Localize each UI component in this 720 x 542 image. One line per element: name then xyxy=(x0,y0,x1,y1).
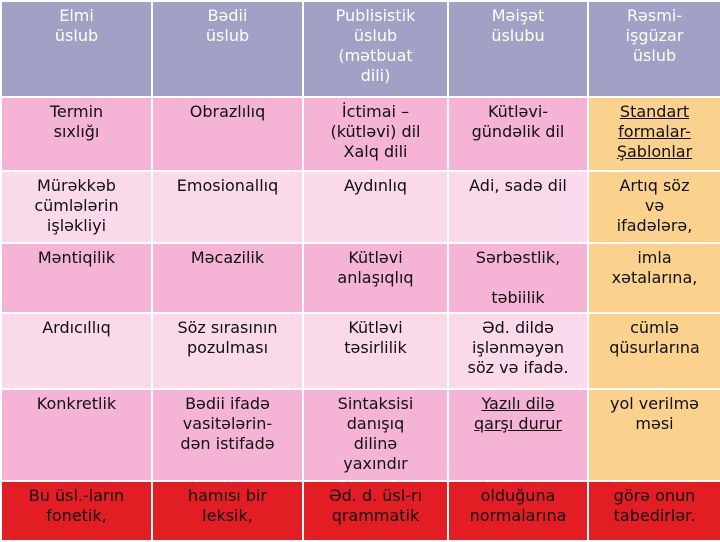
table-cell: Sintaksisi danışıq dilinə yaxındır xyxy=(303,389,448,481)
table-cell: Mürəkkəb cümlələrin işləkliyi xyxy=(1,171,152,243)
table-cell: Kütləvi təsirlilik xyxy=(303,313,448,389)
table-cell: Termin sıxlığı xyxy=(1,97,152,171)
header-cell: Rəsmi- işgüzar üslub xyxy=(588,1,720,97)
table-cell: Emosionallıq xyxy=(152,171,303,243)
table-cell: cümlə qüsurlarına xyxy=(588,313,720,389)
table-row xyxy=(1,481,720,541)
table-cell: Əd. dildə işlənməyən söz və ifadə. xyxy=(448,313,588,389)
table-cell: Kütləvi- gündəlik dil xyxy=(448,97,588,171)
table-cell: Konkretlik xyxy=(1,389,152,481)
table-cell: hamısı bir leksik, xyxy=(152,481,303,541)
table-cell-text: Standart formalar- Şablonlar xyxy=(616,102,693,161)
table-cell xyxy=(448,389,588,481)
table-cell: yol verilmə məsi xyxy=(588,389,720,481)
table-cell: Bu üsl.-ların fonetik, xyxy=(1,481,152,541)
table-row xyxy=(1,171,720,243)
table-header-row xyxy=(1,1,720,97)
table-cell: Məntiqilik xyxy=(1,243,152,313)
table-cell: Məcazilik xyxy=(152,243,303,313)
table-cell: Sərbəstlik, təbiilik xyxy=(448,243,588,313)
header-cell: Elmi üslub xyxy=(1,1,152,97)
table-cell: görə onun tabedirlər. xyxy=(588,481,720,541)
table-cell: imla xətalarına, xyxy=(588,243,720,313)
table-row xyxy=(1,243,720,313)
table-cell xyxy=(588,97,720,171)
table-cell: Kütləvi anlaşıqlıq xyxy=(303,243,448,313)
header-cell: Publisistik üslub (mətbuat dili) xyxy=(303,1,448,97)
table-cell: Bədii ifadə vasitələrin- dən istifadə xyxy=(152,389,303,481)
table-cell: Söz sırasının pozulması xyxy=(152,313,303,389)
table-cell: Obrazlılıq xyxy=(152,97,303,171)
table-row xyxy=(1,313,720,389)
table-cell: olduğuna normalarına xyxy=(448,481,588,541)
table-cell: Artıq söz və ifadələrə, xyxy=(588,171,720,243)
table-cell: İctimai – (kütləvi) dil Xalq dili xyxy=(303,97,448,171)
header-cell: Məişət üslubu xyxy=(448,1,588,97)
table-row xyxy=(1,97,720,171)
table-row xyxy=(1,389,720,481)
table-cell: Aydınlıq xyxy=(303,171,448,243)
table-cell: Əd. d. üsl-rı qrammatik xyxy=(303,481,448,541)
header-cell: Bədii üslub xyxy=(152,1,303,97)
table-cell-text: Yazılı dilə qarşı durur xyxy=(474,394,562,433)
table-cell: Adi, sadə dil xyxy=(448,171,588,243)
table-cell: Ardıcıllıq xyxy=(1,313,152,389)
